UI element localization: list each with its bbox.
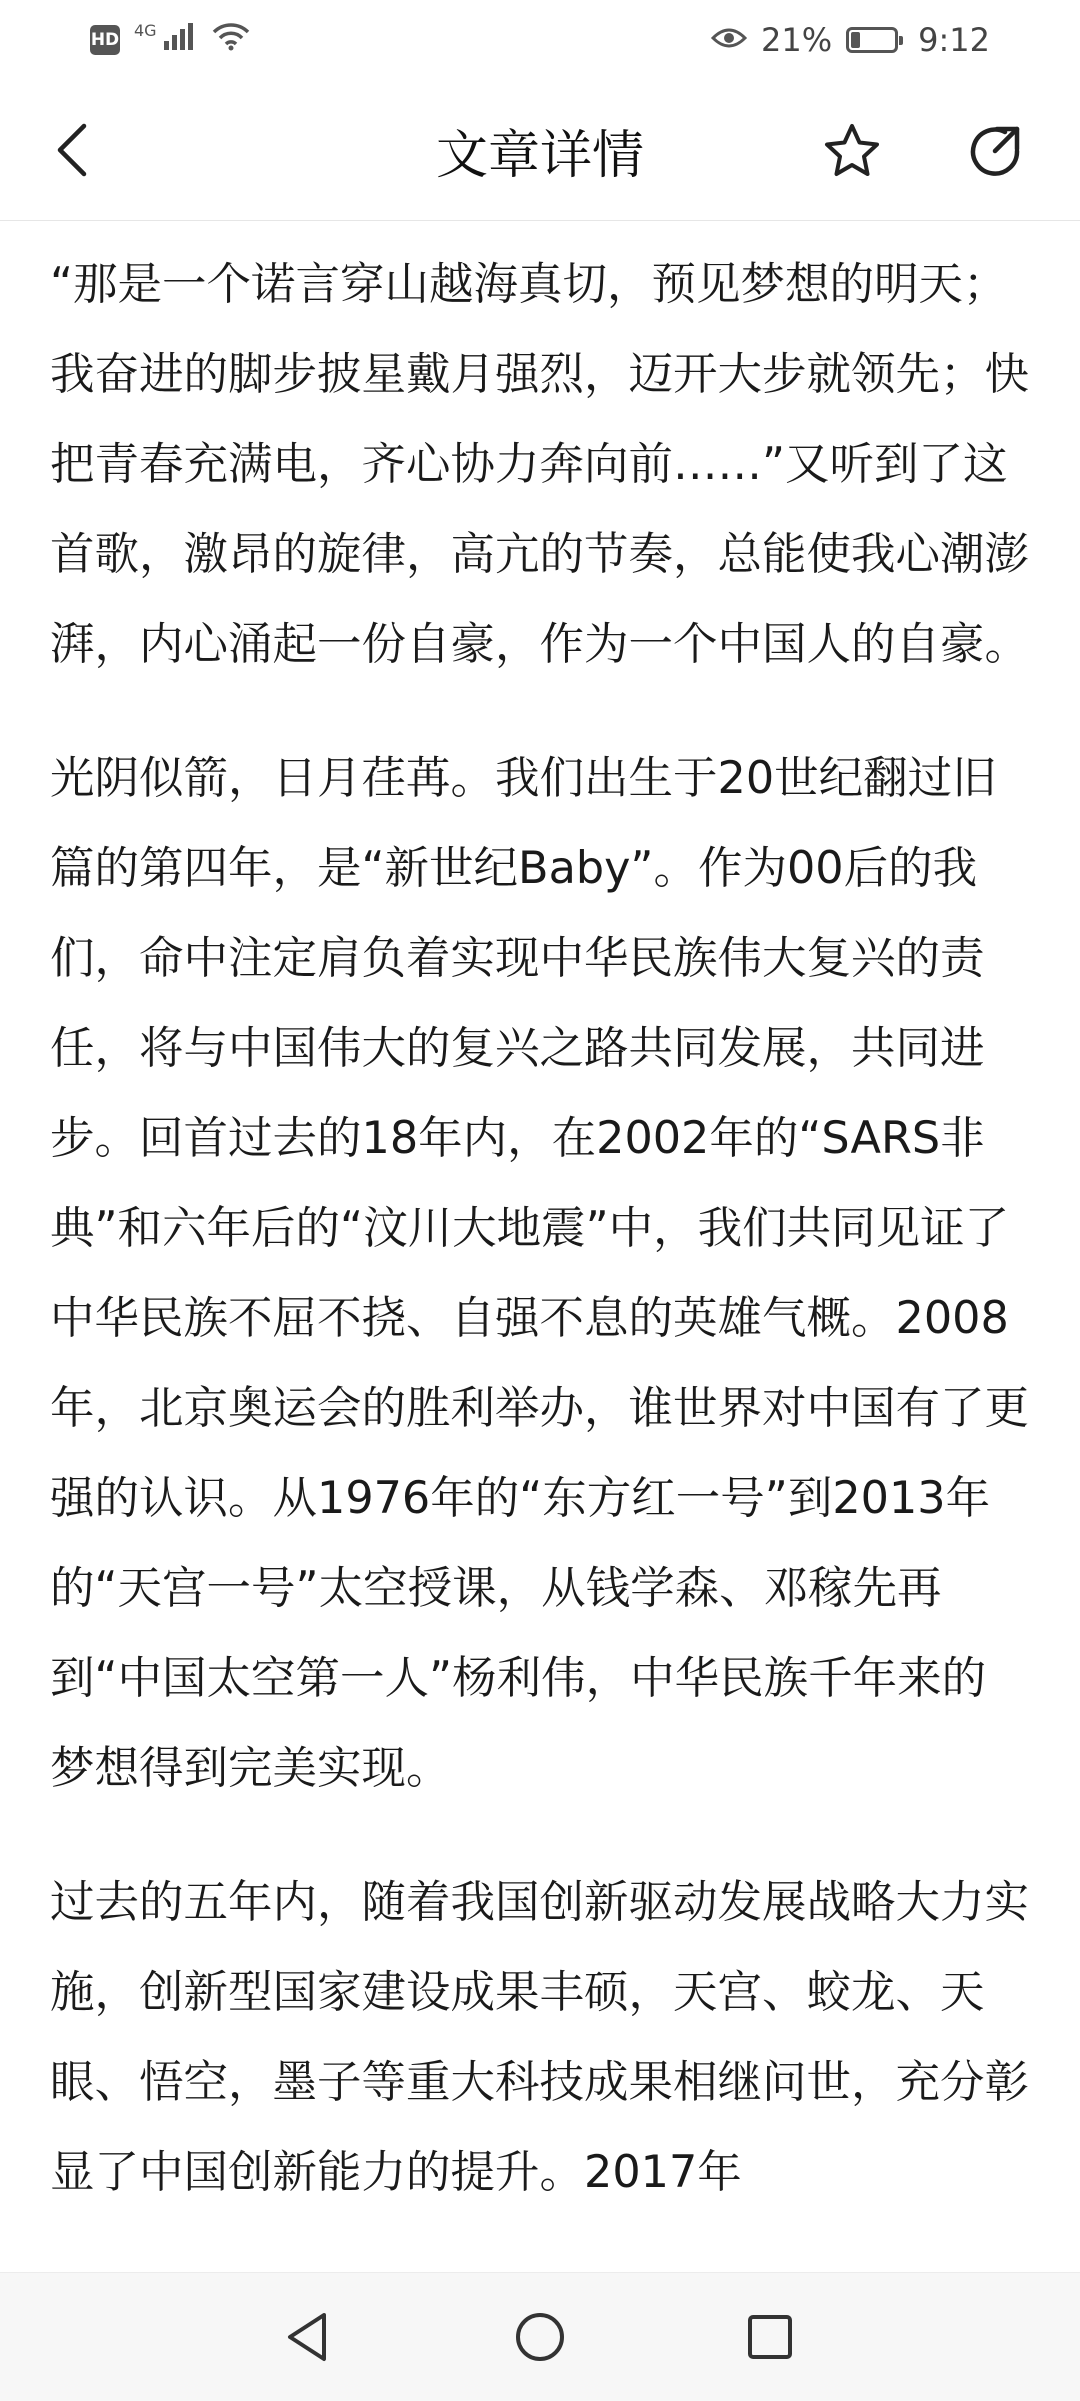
recent-square-icon — [740, 2307, 800, 2367]
back-triangle-icon — [278, 2307, 338, 2367]
article-paragraph: 过去的五年内，随着我国创新驱动发展战略大力实施，创新型国家建设成果丰硕，天宫、蛟龙、天眼、悟空，墨子等重大科技成果相继问世，充分彰显了中国创新能力的提升。2017年 — [50, 1877, 1030, 2198]
status-bar — [0, 0, 1080, 80]
battery-percent: 21% — [761, 21, 833, 59]
star-icon — [821, 121, 883, 183]
top-app-bar — [0, 80, 1080, 221]
eye-icon — [711, 21, 747, 59]
back-button[interactable] — [40, 118, 104, 182]
article-paragraph: “那是一个诺言穿山越海真切，预见梦想的明天；我奋进的脚步披星戴月强烈，迈开大步就领先；快把青春充满电，齐心协力奔向前……”又听到了这首歌，激昂的旋律，高亢的节奏，总能使我心潮澎湃，内心涌起一份自豪，作为一个中国人的自豪。 — [50, 259, 1030, 670]
network-type-label: 4G — [134, 20, 157, 40]
battery-fill — [851, 32, 860, 48]
status-left — [90, 21, 251, 59]
article-paragraph: 光阴似箭，日月荏苒。我们出生于20世纪翻过旧篇的第四年，是“新世纪Baby”。作为00后的我们，命中注定肩负着实现中华民族伟大复兴的责任，将与中国伟大的复兴之路共同发展，共同进步。回首过去的18年内，在2002年的“SARS非典”和六年后的“汶川大地震”中，我们共同见证了中华民族不屈不挠、自强不息的英雄气概。2008年，北京奥运会的胜利举办，谁世界对中国有了更强的认识。从1976年的“东方红一号”到2013年的“天宫一号”太空授课，从钱学森、邓稼先再到“中国太空第一人”杨利伟，中华民族千年来的梦想得到完美实现。 — [50, 753, 1030, 1794]
share-button[interactable] — [962, 118, 1030, 186]
battery-icon — [846, 27, 898, 53]
status-right — [711, 21, 990, 59]
article-body[interactable] — [50, 240, 1030, 2268]
home-circle-icon — [510, 2307, 570, 2367]
share-icon — [965, 121, 1027, 183]
system-home-button[interactable] — [504, 2301, 576, 2373]
system-back-button[interactable] — [272, 2301, 344, 2373]
system-recent-apps-button[interactable] — [734, 2301, 806, 2373]
clock: 9:12 — [918, 21, 990, 59]
page-title: 文章详情 — [435, 125, 644, 186]
favorite-button[interactable] — [818, 118, 886, 186]
hd-badge: HD — [90, 25, 120, 55]
signal-icon — [163, 21, 197, 59]
back-arrow-icon — [50, 120, 94, 180]
system-navigation-bar — [0, 2272, 1080, 2401]
wifi-icon — [211, 21, 251, 59]
